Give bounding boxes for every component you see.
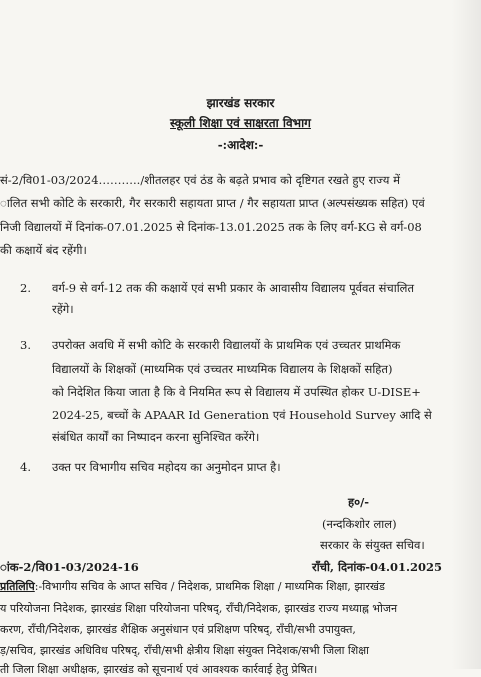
paragraph-1-line: ालित सभी कोटि के सरकारी, गैर सरकारी सहायता प्राप्त / गैर सहायता प्राप्त (अल्पसंख्यक सहित) एवं <box>0 196 425 210</box>
signatory-designation: सरकार के संयुक्त सचिव। <box>320 538 425 552</box>
item-line: को निदेशित किया जाता है कि वे नियमित रूप से विद्यालय में उपस्थित होकर U-DISE+ <box>52 385 421 399</box>
department-heading: स्कूली शिक्षा एवं साक्षरता विभाग <box>170 116 311 130</box>
signatory-name: (नन्दकिशोर लाल) <box>322 517 397 531</box>
paragraph-1-line: की कक्षायें बंद रहेंगी। <box>0 243 87 257</box>
copy-line: करण, राँची/निदेशक, झारखंड शैक्षिक अनुसंधान एवं प्रशिक्षण परिषद्, राँची/सभी उपायुक्त, <box>0 623 356 636</box>
item-line: विद्यालयों के शिक्षकों (माध्यमिक एवं उच्चतर माध्यमिक विद्यालय के शिक्षकों सहित) <box>52 362 393 376</box>
memo-number: ांक-2/वि01-03/2024-16 <box>0 560 139 574</box>
copy-line <box>0 580 385 594</box>
item-line: 2024-25, बच्चों के APAAR Id Generation एवं Household Survey आदि से <box>52 408 432 422</box>
paragraph-1-line: सं-2/वि01-03/2024………../शीतलहर एवं ठंड के बढ़ते प्रभाव को दृष्टिगत रखते हुए राज्य में <box>0 173 400 187</box>
signature-mark: ह०/- <box>348 495 370 509</box>
order-title: -:आदेश:- <box>217 138 264 152</box>
item-line: संबंधित कार्यों का निष्पादन करना सुनिश्चित करेंगे। <box>52 430 260 444</box>
copy-line: ड़/सचिव, झारखंड अधिविध परिषद्, राँची/सभी क्षेत्रीय शिक्षा संयुक्त निदेशक/सभी जिला शिक्षा <box>0 644 369 657</box>
item-line: उपरोक्त अवधि में सभी कोटि के सरकारी विद्यालयों के प्राथमिक एवं उच्चतर प्राथमिक <box>52 338 401 352</box>
item-number: 2. <box>20 281 31 295</box>
copy-line-text: :-विभागीय सचिव के आप्त सचिव / निदेशक, प्राथमिक शिक्षा / माध्यमिक शिक्षा, झारखंड <box>34 580 385 593</box>
item-number: 3. <box>20 338 31 352</box>
copy-label: प्रतिलिपि <box>0 580 35 593</box>
copy-line: ती जिला शिक्षा अधीक्षक, झारखंड को सूचनार्थ एवं आवश्यक कार्रवाई हेतु प्रेषित। <box>0 663 318 676</box>
place-date: राँची, दिनांक-04.01.2025 <box>312 560 443 574</box>
item-line: वर्ग-9 से वर्ग-12 तक की कक्षायें एवं सभी प्रकार के आवासीय विद्यालय पूर्ववत संचालित <box>52 281 415 295</box>
government-heading: झारखंड सरकार <box>206 96 275 110</box>
item-line: रहेंगे। <box>52 302 74 316</box>
copy-line: य परियोजना निदेशक, झारखंड शिक्षा परियोजना परिषद्, राँची/निदेशक, झारखंड राज्य मध्याह्न भोजन <box>0 602 398 615</box>
page-edge-shadow <box>451 0 481 669</box>
item-line: उक्त पर विभागीय सचिव महोदय का अनुमोदन प्राप्त है। <box>52 460 281 474</box>
paragraph-1-line: निजी विद्यालयों में दिनांक-07.01.2025 से दिनांक-13.01.2025 तक के लिए वर्ग-KG से वर्ग-08 <box>0 220 422 234</box>
item-number: 4. <box>20 460 31 474</box>
